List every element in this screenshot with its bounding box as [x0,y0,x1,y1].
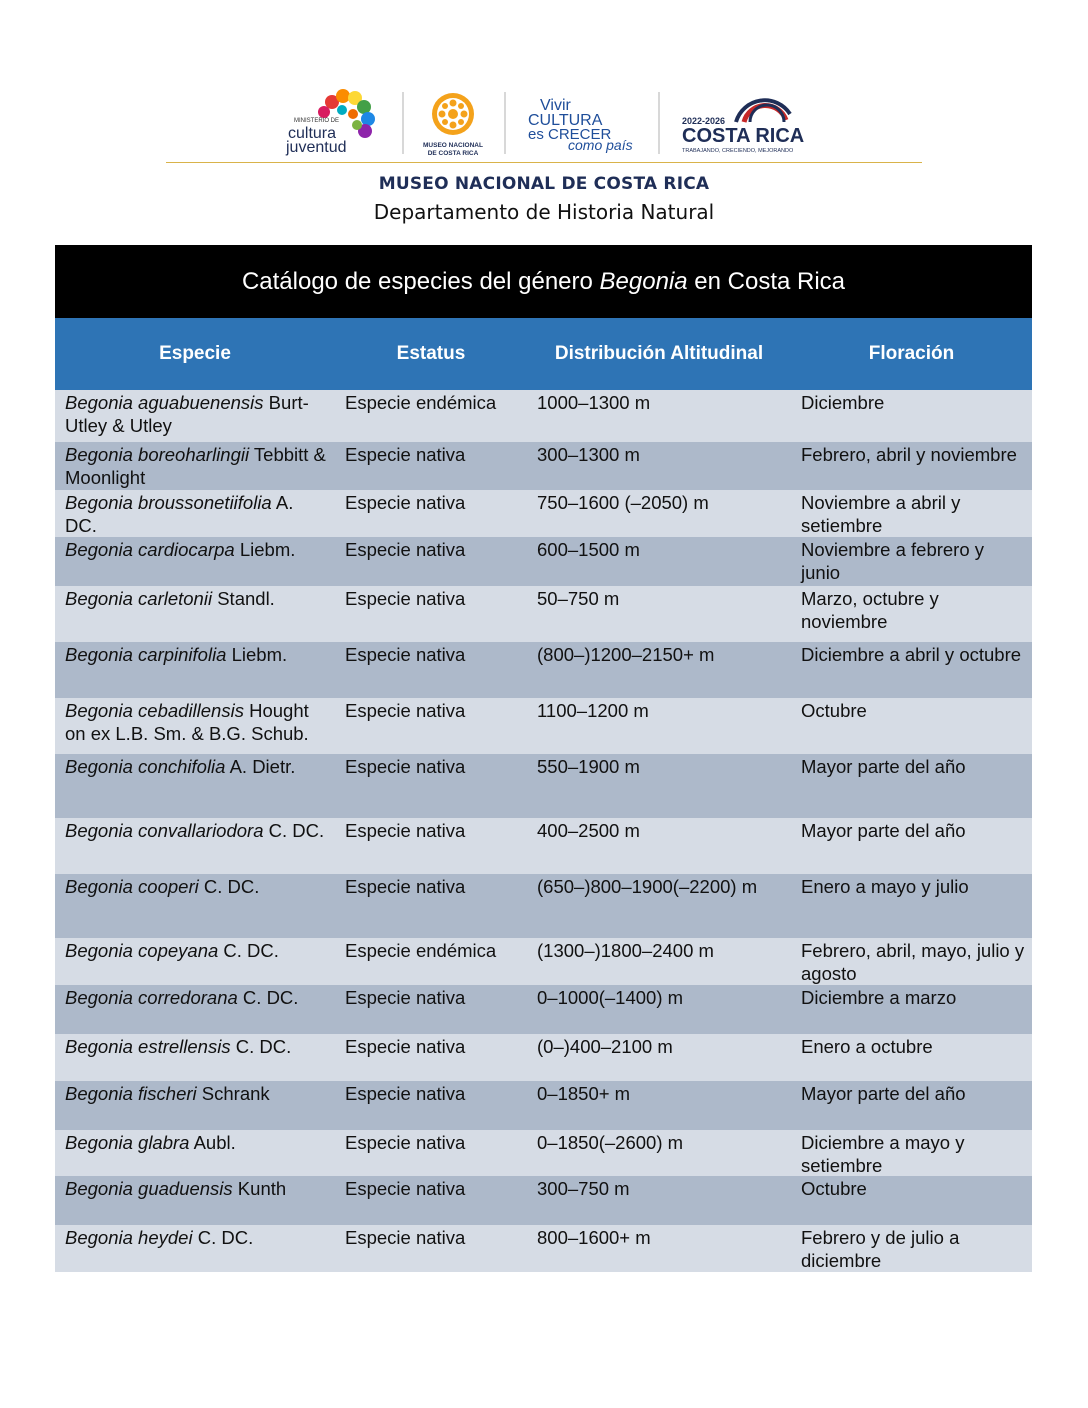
svg-text:juventud: juventud [286,139,347,156]
species-author: C. DC. [230,1036,292,1057]
species-author: Liebm. [226,644,288,665]
species-author: Tebbitt & Moonlight [65,444,326,488]
cell-flowering: Mayor parte del año [801,1083,966,1104]
species-author: Hought on ex L.B. Sm. & B.G. Schub. [65,700,309,744]
species-name: Begonia conchifolia [65,756,226,777]
cell-species [55,442,335,490]
logo-strip [0,84,1088,164]
header-divider [166,162,922,163]
table-row [55,442,1032,490]
species-name: Begonia aguabuenensis [65,392,264,413]
cell-altitude: (0–)400–2100 m [537,1036,673,1057]
svg-text:cultura: cultura [288,125,337,142]
species-author: C. DC. [218,940,279,961]
table-row [55,985,1032,1034]
costa-rica-gobierno-logo [680,88,806,156]
cell-flowering: Febrero, abril, mayo, julio y agosto [801,940,1025,984]
cell-species [55,698,335,754]
species-author: Burt-Utley & Utley [65,392,309,436]
cell-species [55,1081,335,1130]
cell-species [55,818,335,874]
table-row [55,698,1032,754]
species-name: Begonia copeyana [65,940,219,961]
table-row [55,390,1032,442]
cell-species [55,938,335,985]
species-author: C. DC. [237,987,299,1008]
species-name: Begonia estrellensis [65,1036,231,1057]
cell-altitude: 1100–1200 m [537,700,649,721]
cell-altitude: 300–1300 m [537,444,640,465]
table-row [55,1176,1032,1225]
cell-flowering: Mayor parte del año [801,756,966,777]
cell-altitude: 1000–1300 m [537,392,651,413]
svg-text:CULTURA: CULTURA [528,112,603,129]
cell-species [55,985,335,1034]
column-header-floracion: Floración [868,343,955,364]
cell-status: Especie nativa [345,588,466,609]
logo-divider [402,92,404,154]
svg-text:MUSEO NACIONAL: MUSEO NACIONAL [423,142,483,149]
table-row [55,938,1032,985]
cell-altitude: 300–750 m [537,1178,630,1199]
cell-species [55,1225,335,1272]
cell-altitude: 400–2500 m [537,820,640,841]
species-name: Begonia cebadillensis [65,700,244,721]
cell-altitude: 800–1600+ m [537,1227,651,1248]
species-name: Begonia convallariodora [65,820,264,841]
cell-species [55,754,335,818]
cell-altitude: 550–1900 m [537,756,640,777]
table-row [55,586,1032,642]
cell-altitude: (800–)1200–2150+ m [537,644,715,665]
cell-status: Especie nativa [345,1036,466,1057]
cell-flowering: Octubre [801,1178,867,1199]
museo-nacional-logo [420,90,486,158]
cell-status: Especie nativa [345,987,466,1008]
column-header-estatus: Estatus [396,343,466,364]
cell-status: Especie nativa [345,1227,466,1248]
species-author: Schrank [196,1083,270,1104]
species-name: Begonia carletonii [65,588,213,609]
species-name: Begonia cardiocarpa [65,539,235,560]
cell-flowering: Mayor parte del año [801,820,966,841]
cell-status: Especie nativa [345,1083,466,1104]
cell-status: Especie nativa [345,1178,466,1199]
cell-altitude: (650–)800–1900(–2200) m [537,876,758,897]
species-author: Aubl. [189,1132,236,1153]
cell-altitude: 750–1600 (–2050) m [537,492,709,513]
species-name: Begonia glabra [65,1132,190,1153]
column-header-especie: Especie [159,343,231,364]
title-genus: Begonia [599,268,688,295]
cell-flowering: Enero a mayo y julio [801,876,969,897]
table-row [55,818,1032,874]
table-row [55,1130,1032,1176]
logo-divider [504,92,506,154]
cell-altitude: (1300–)1800–2400 m [537,940,714,961]
logo-divider [658,92,660,154]
species-author: C. DC. [263,820,325,841]
species-name: Begonia carpinifolia [65,644,227,665]
species-author: A. DC. [65,492,294,536]
cell-status: Especie nativa [345,1132,466,1153]
cell-flowering: Febrero y de julio a diciembre [801,1227,960,1271]
cell-flowering: Diciembre a marzo [801,987,957,1008]
species-author: C. DC. [192,1227,254,1248]
cell-altitude: 0–1000(–1400) m [537,987,684,1008]
table-row [55,1081,1032,1130]
cell-flowering: Marzo, octubre y noviembre [801,588,939,632]
cell-status: Especie nativa [345,492,466,513]
species-name: Begonia fischeri [65,1083,197,1104]
species-catalog-table [55,245,1032,1272]
table-row [55,490,1032,537]
cell-species [55,390,335,442]
table-row [55,754,1032,818]
cell-species [55,1130,335,1176]
svg-text:Vivir: Vivir [540,97,571,114]
cell-status: Especie endémica [345,940,497,961]
cell-altitude: 50–750 m [537,588,620,609]
species-name: Begonia corredorana [65,987,238,1008]
cell-flowering: Noviembre a abril y setiembre [801,492,961,536]
species-name: Begonia guaduensis [65,1178,233,1199]
cell-species [55,642,335,698]
column-header-distribucion: Distribución Altitudinal [554,343,764,364]
vivir-cultura-logo [524,94,642,154]
cell-status: Especie nativa [345,756,466,777]
svg-text:DE COSTA RICA: DE COSTA RICA [427,150,479,157]
species-author: Liebm. [234,539,296,560]
table-row [55,1225,1032,1272]
svg-text:es CRECER: es CRECER [528,126,612,143]
species-name: Begonia broussonetiifolia [65,492,272,513]
cell-species [55,1176,335,1225]
species-author: A. Dietr. [225,756,296,777]
cell-status: Especie nativa [345,444,466,465]
museum-name: MUSEO NACIONAL DE COSTA RICA [378,174,710,194]
cell-status: Especie nativa [345,539,466,560]
table-row [55,537,1032,586]
species-author: C. DC. [198,876,260,897]
species-name: Begonia cooperi [65,876,199,897]
species-author: Standl. [212,588,275,609]
cell-altitude: 0–1850+ m [537,1083,631,1104]
cell-species [55,586,335,642]
cell-status: Especie nativa [345,700,466,721]
cell-flowering: Diciembre a mayo y setiembre [801,1132,965,1176]
cell-flowering: Enero a octubre [801,1036,933,1057]
cell-altitude: 0–1850(–2600) m [537,1132,684,1153]
svg-text:como país: como país [568,137,633,153]
table-body [55,390,1032,1272]
cell-species [55,490,335,537]
table-row [55,642,1032,698]
cell-flowering: Febrero, abril y noviembre [801,444,1017,465]
svg-text:TRABAJANDO, CRECIENDO, MEJORAN: TRABAJANDO, CRECIENDO, MEJORANDO [682,148,794,154]
table-row [55,1034,1032,1081]
svg-text:2022-2026: 2022-2026 [682,116,726,126]
cell-altitude: 600–1500 m [537,539,640,560]
cell-status: Especie nativa [345,876,466,897]
cell-flowering: Octubre [801,700,867,721]
svg-text:COSTA RICA: COSTA RICA [682,125,805,147]
cell-flowering: Noviembre a febrero y junio [801,539,985,583]
cell-flowering: Diciembre a abril y octubre [801,644,1022,665]
cell-status: Especie nativa [345,644,466,665]
cell-species [55,1034,335,1081]
species-name: Begonia heydei [65,1227,193,1248]
table-header-row [55,318,1032,390]
species-author: Kunth [232,1178,287,1199]
cell-status: Especie nativa [345,820,466,841]
cell-species [55,874,335,938]
table-row [55,874,1032,938]
ministerio-cultura-juventud-logo [284,88,384,158]
svg-text:MINISTERIO DE: MINISTERIO DE [294,118,340,124]
department-name: Departamento de Historia Natural [373,200,715,224]
table-title: Catálogo de especies del género Begonia en Costa Rica [55,245,1032,318]
cell-flowering: Diciembre [801,392,885,413]
cell-status: Especie endémica [345,392,497,413]
cell-species [55,537,335,586]
species-name: Begonia boreoharlingii [65,444,250,465]
